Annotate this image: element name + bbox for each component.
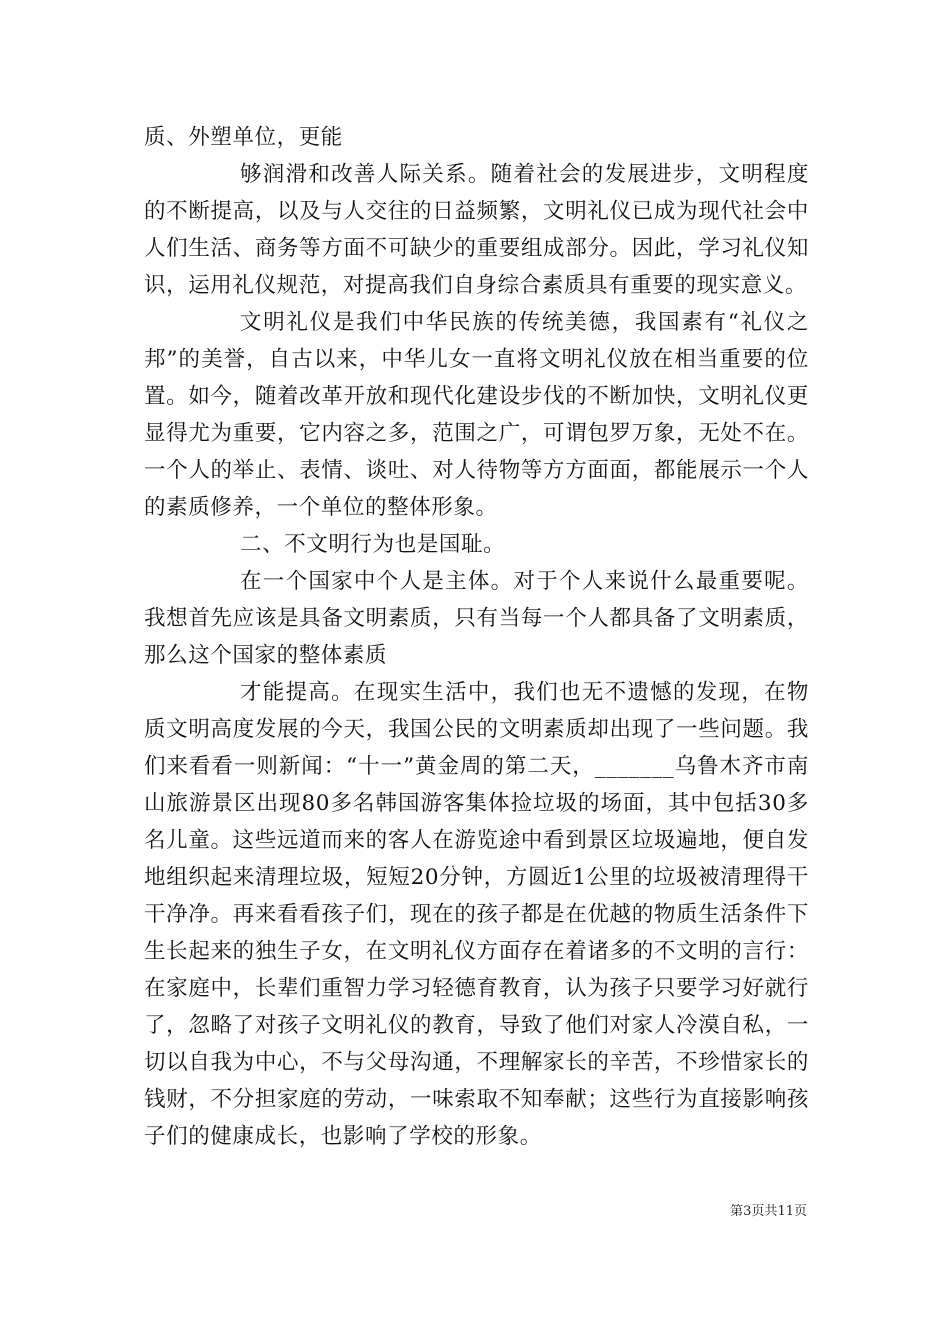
paragraph-social-relations: 够润滑和改善人际关系。随着社会的发展进步，文明程度的不断提高，以及与人交往的日益频繁，文明礼仪已成为现代社会中人们生活、商务等方面不可缺少的重要组成部分。因此，学习礼仪知识，运用礼仪规范，对提高我们自身综合素质具有重要的现实意义。 bbox=[144, 162, 809, 298]
paragraph-traditional-virtue: 文明礼仪是我们中华民族的传统美德，我国素有“礼仪之邦”的美誉，自古以来，中华儿女一直将文明礼仪放在相当重要的位置。如今，随着改革开放和现代化建设步伐的不断加快，文明礼仪更显得尤为重要，它内容之多，范围之广，可谓包罗万象，无处不在。一个人的举止、表情、谈吐、对人待物等方方面面，都能展示一个人的素质修养，一个单位的整体形象。 bbox=[144, 310, 809, 520]
paragraph-continuation: 质、外塑单位，更能 bbox=[144, 125, 343, 150]
paragraph-news-example: 才能提高。在现实生活中，我们也无不遗憾的发现，在物质文明高度发展的今天，我国公民的文明素质却出现了一些问题。我们来看看一则新闻：“十一”黄金周的第二天，_______乌鲁木齐市南山旅游景区出现80多名韩国游客集体捡垃圾的场面，其中包括30多名儿童。这些远道而来的客人在游览途中看到景区垃圾遍地，便自发地组织起来清理垃圾，短短20分钟，方圆近1公里的垃圾被清理得干干净净。再来看看孩子们，现在的孩子都是在优越的物质生活条件下生长起来的独生子女，在文明礼仪方面存在着诸多的不文明的言行：在家庭中，长辈们重智力学习轻德育教育，认为孩子只要学习好就行了，忽略了对孩子文明礼仪的教育，导致了他们对家人冷漠自私，一切以自我为中心，不与父母沟通，不理解家长的辛苦，不珍惜家长的钱财，不分担家庭的劳动，一味索取不知奉献；这些行为直接影响孩子们的健康成长，也影响了学校的形象。 bbox=[144, 680, 809, 1149]
page-number-footer: 第3页共11页 bbox=[730, 1204, 807, 1219]
body-text bbox=[144, 119, 809, 1155]
paragraph-individual-subject: 在一个国家中个人是主体。对于个人来说什么最重要呢。我想首先应该是具备文明素质，只有当每一个人都具备了文明素质，那么这个国家的整体素质 bbox=[144, 569, 809, 668]
section-heading-two: 二、不文明行为也是国耻。 bbox=[240, 532, 506, 557]
